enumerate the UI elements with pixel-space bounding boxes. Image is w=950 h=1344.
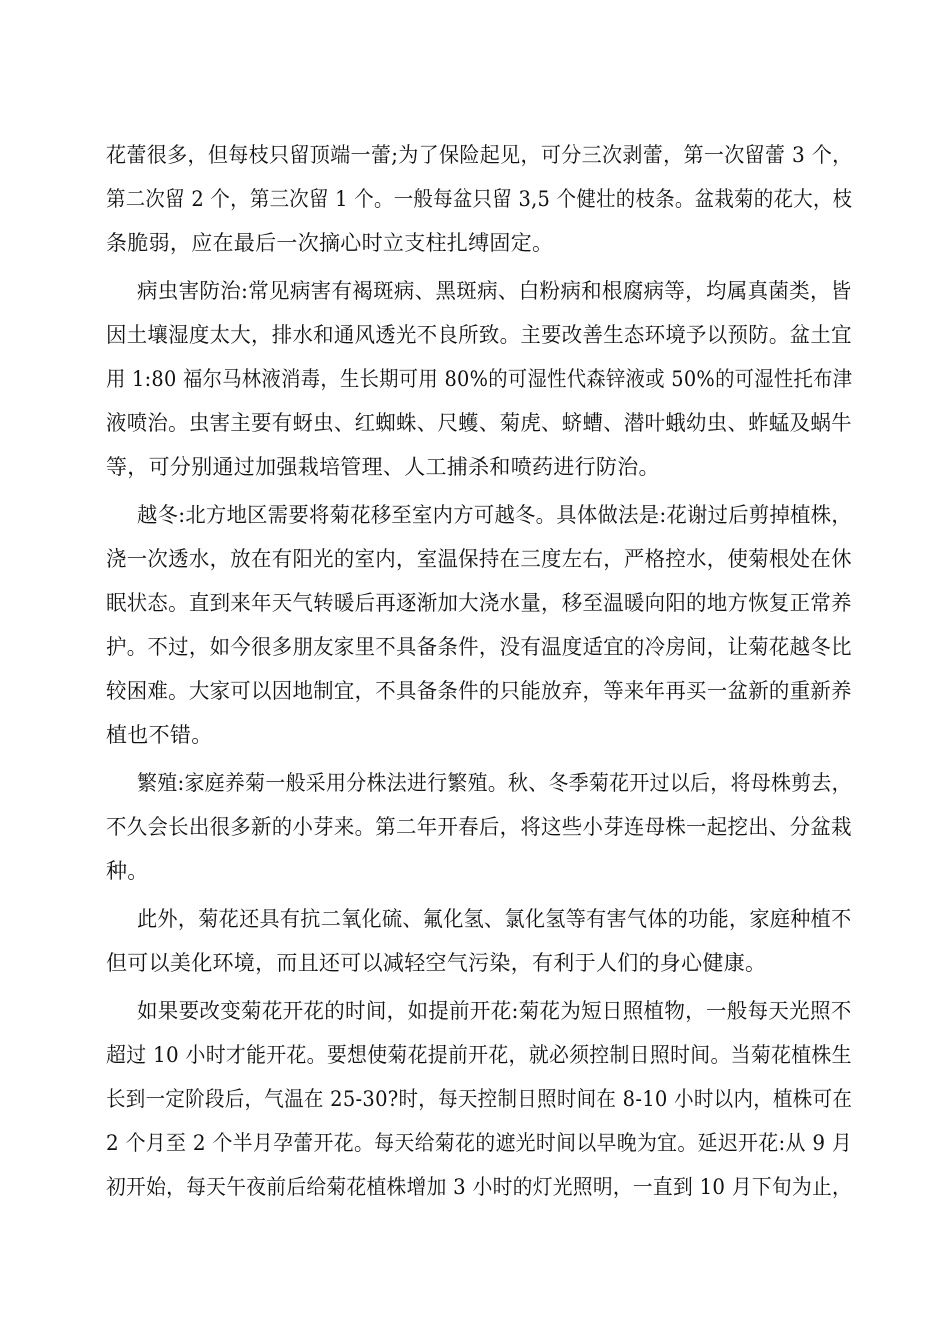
text-line: 此外，菊花还具有抗二氧化硫、氟化氢、氯化氢等有害气体的功能，家庭种植不 <box>137 907 852 931</box>
text-line: 眠状态。直到来年天气转暖后再逐渐加大浇水量，移至温暖向阳的地方恢复正常养 <box>106 591 852 615</box>
text-line: 但可以美化环境，而且还可以减轻空气污染，有利于人们的身心健康。 <box>106 951 767 975</box>
text-line: 因土壤湿度太大，排水和通风透光不良所致。主要改善生态环境予以预防。盆土宜 <box>106 323 852 347</box>
text-line: 2 个月至 2 个半月孕蕾开花。每天给菊花的遮光时间以早晚为宜。延迟开花:从 9 月 <box>106 1131 853 1155</box>
text-line: 种。 <box>106 859 149 883</box>
text-line: 如果要改变菊花开花的时间，如提前开花:菊花为短日照植物，一般每天光照不 <box>137 999 852 1023</box>
text-line: 繁殖:家庭养菊一般采用分株法进行繁殖。秋、冬季菊花开过以后，将母株剪去， <box>137 771 852 795</box>
text-line: 用 1:80 福尔马林液消毒，生长期可用 80%的可湿性代森锌液或 50%的可湿性托布津 <box>106 367 853 391</box>
text-line: 等，可分别通过加强栽培管理、人工捕杀和喷药进行防治。 <box>106 455 660 479</box>
text-line: 植也不错。 <box>106 723 213 747</box>
text-line: 花蕾很多，但每枝只留顶端一蕾;为了保险起见，可分三次剥蕾，第一次留蕾 3 个， <box>106 143 853 167</box>
text-line: 越冬:北方地区需要将菊花移至室内方可越冬。具体做法是:花谢过后剪掉植株， <box>137 503 852 527</box>
text-line: 初开始，每天午夜前后给菊花植株增加 3 小时的灯光照明，一直到 10 月下旬为止， <box>106 1175 853 1199</box>
text-line: 病虫害防治:常见病害有褐斑病、黑斑病、白粉病和根腐病等，均属真菌类，皆 <box>137 279 852 303</box>
text-line: 不久会长出很多新的小芽来。第二年开春后，将这些小芽连母株一起挖出、分盆栽 <box>106 815 852 839</box>
text-line: 护。不过，如今很多朋友家里不具备条件，没有温度适宜的冷房间，让菊花越冬比 <box>106 635 852 659</box>
text-line: 条脆弱，应在最后一次摘心时立支柱扎缚固定。 <box>106 231 554 255</box>
text-line: 浇一次透水，放在有阳光的室内，室温保持在三度左右，严格控水，使菊根处在休 <box>106 547 852 571</box>
text-line: 液喷治。虫害主要有蚜虫、红蜘蛛、尺蠖、菊虎、蛴螬、潜叶蛾幼虫、蚱蜢及蜗牛 <box>106 411 852 435</box>
text-line: 长到一定阶段后，气温在 25-30?时，每天控制日照时间在 8-10 小时以内，植株可在 <box>106 1087 853 1111</box>
text-line: 超过 10 小时才能开花。要想使菊花提前开花，就必须控制日照时间。当菊花植株生 <box>106 1043 852 1067</box>
text-line: 较困难。大家可以因地制宜，不具备条件的只能放弃，等来年再买一盆新的重新养 <box>106 679 852 703</box>
text-line: 第二次留 2 个，第三次留 1 个。一般每盆只留 3,5 个健壮的枝条。盆栽菊的花大，枝 <box>106 187 853 211</box>
